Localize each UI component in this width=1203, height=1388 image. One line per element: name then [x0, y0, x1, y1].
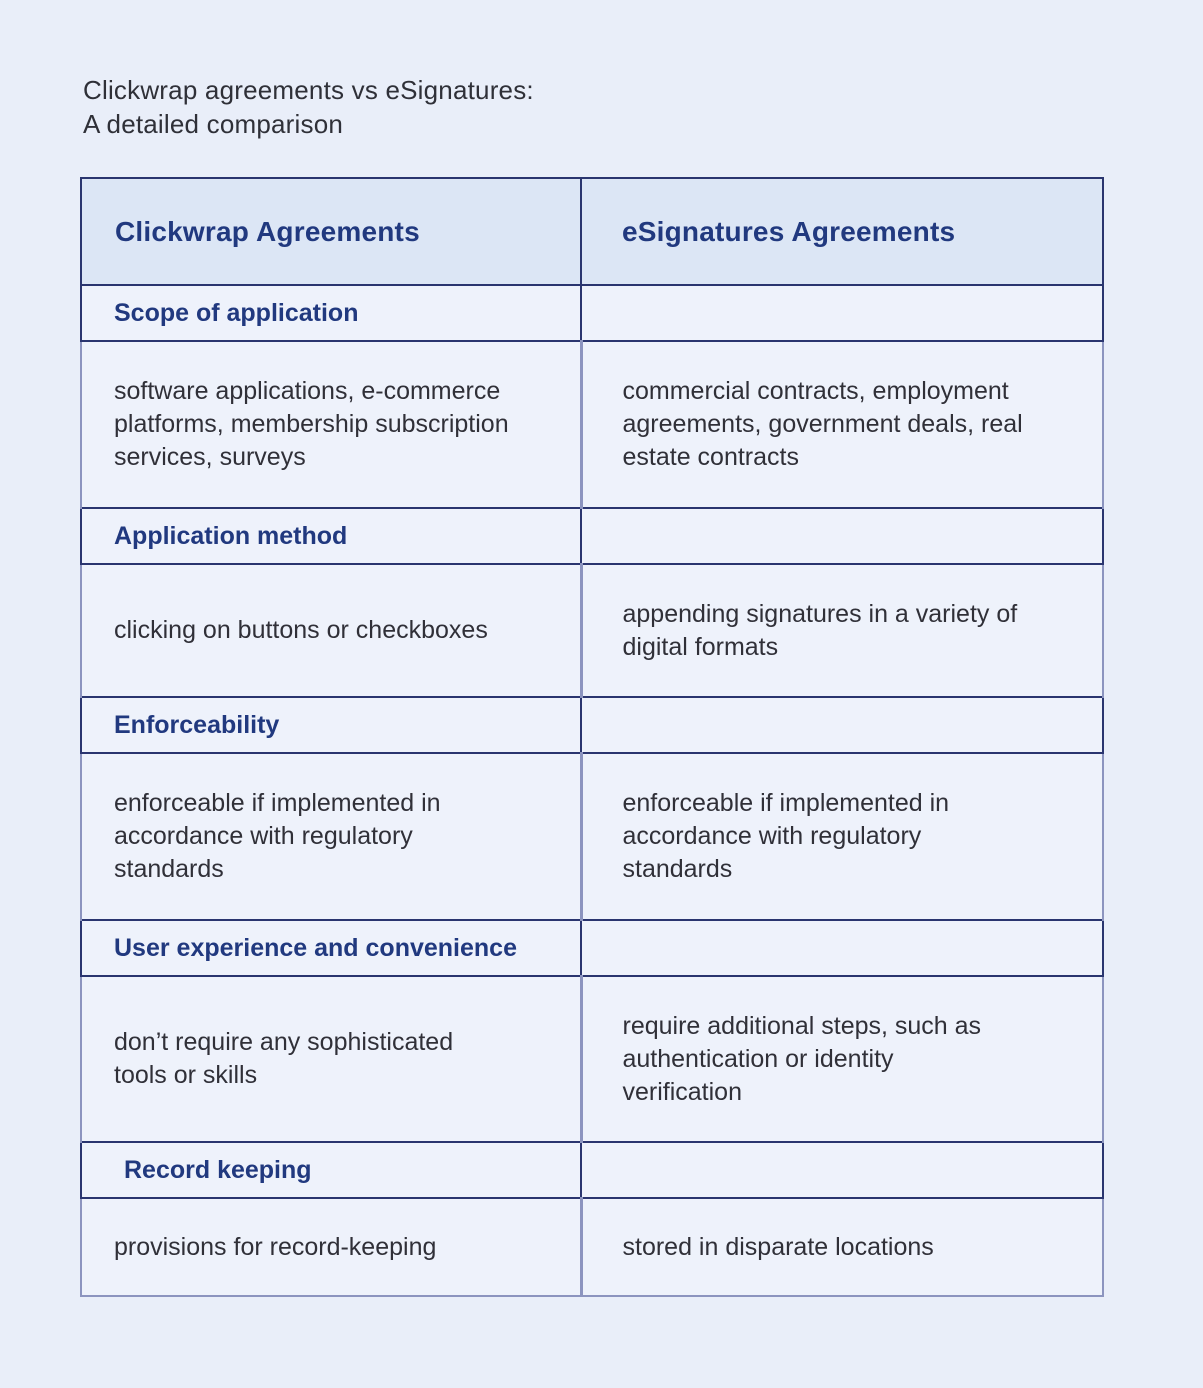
section-row-record-keeping — [81, 1142, 1103, 1198]
content-row-user-experience — [81, 976, 1103, 1142]
section-label: Enforceability — [81, 697, 581, 753]
esignatures-cell: enforceable if implemented in accordance with regulatory standards — [581, 753, 1103, 920]
section-label: Record keeping — [81, 1142, 581, 1198]
section-label: Application method — [81, 508, 581, 564]
clickwrap-cell: don’t require any sophisticated tools or skills — [81, 976, 581, 1142]
page-title-line1: Clickwrap agreements vs eSignatures: — [83, 75, 534, 105]
column-header-esignatures: eSignatures Agreements — [581, 178, 1103, 285]
clickwrap-cell: provisions for record-keeping — [81, 1198, 581, 1296]
section-row-application-method — [81, 508, 1103, 564]
esignatures-cell: stored in disparate locations — [581, 1198, 1103, 1296]
esignatures-cell: require additional steps, such as authentication or identity verification — [581, 976, 1103, 1142]
clickwrap-cell: software applications, e-commerce platforms, membership subscription services, surveys — [81, 341, 581, 508]
section-label: User experience and convenience — [81, 920, 581, 976]
section-row-scope-of-application — [81, 285, 1103, 341]
table-header-row — [81, 178, 1103, 285]
content-row-application-method — [81, 564, 1103, 697]
column-header-clickwrap: Clickwrap Agreements — [81, 178, 581, 285]
section-spacer-cell — [581, 285, 1103, 341]
esignatures-cell: commercial contracts, employment agreements, government deals, real estate contracts — [581, 341, 1103, 508]
clickwrap-cell: clicking on buttons or checkboxes — [81, 564, 581, 697]
content-row-scope-of-application — [81, 341, 1103, 508]
page-title-line2: A detailed comparison — [83, 109, 344, 139]
page-title — [83, 73, 1203, 141]
content-row-enforceability — [81, 753, 1103, 920]
esignatures-cell: appending signatures in a variety of digital formats — [581, 564, 1103, 697]
section-spacer-cell — [581, 1142, 1103, 1198]
clickwrap-cell: enforceable if implemented in accordance with regulatory standards — [81, 753, 581, 920]
comparison-table — [80, 177, 1104, 1297]
section-spacer-cell — [581, 697, 1103, 753]
content-row-record-keeping — [81, 1198, 1103, 1296]
section-row-enforceability — [81, 697, 1103, 753]
section-row-user-experience — [81, 920, 1103, 976]
section-label: Scope of application — [81, 285, 581, 341]
section-spacer-cell — [581, 920, 1103, 976]
section-spacer-cell — [581, 508, 1103, 564]
